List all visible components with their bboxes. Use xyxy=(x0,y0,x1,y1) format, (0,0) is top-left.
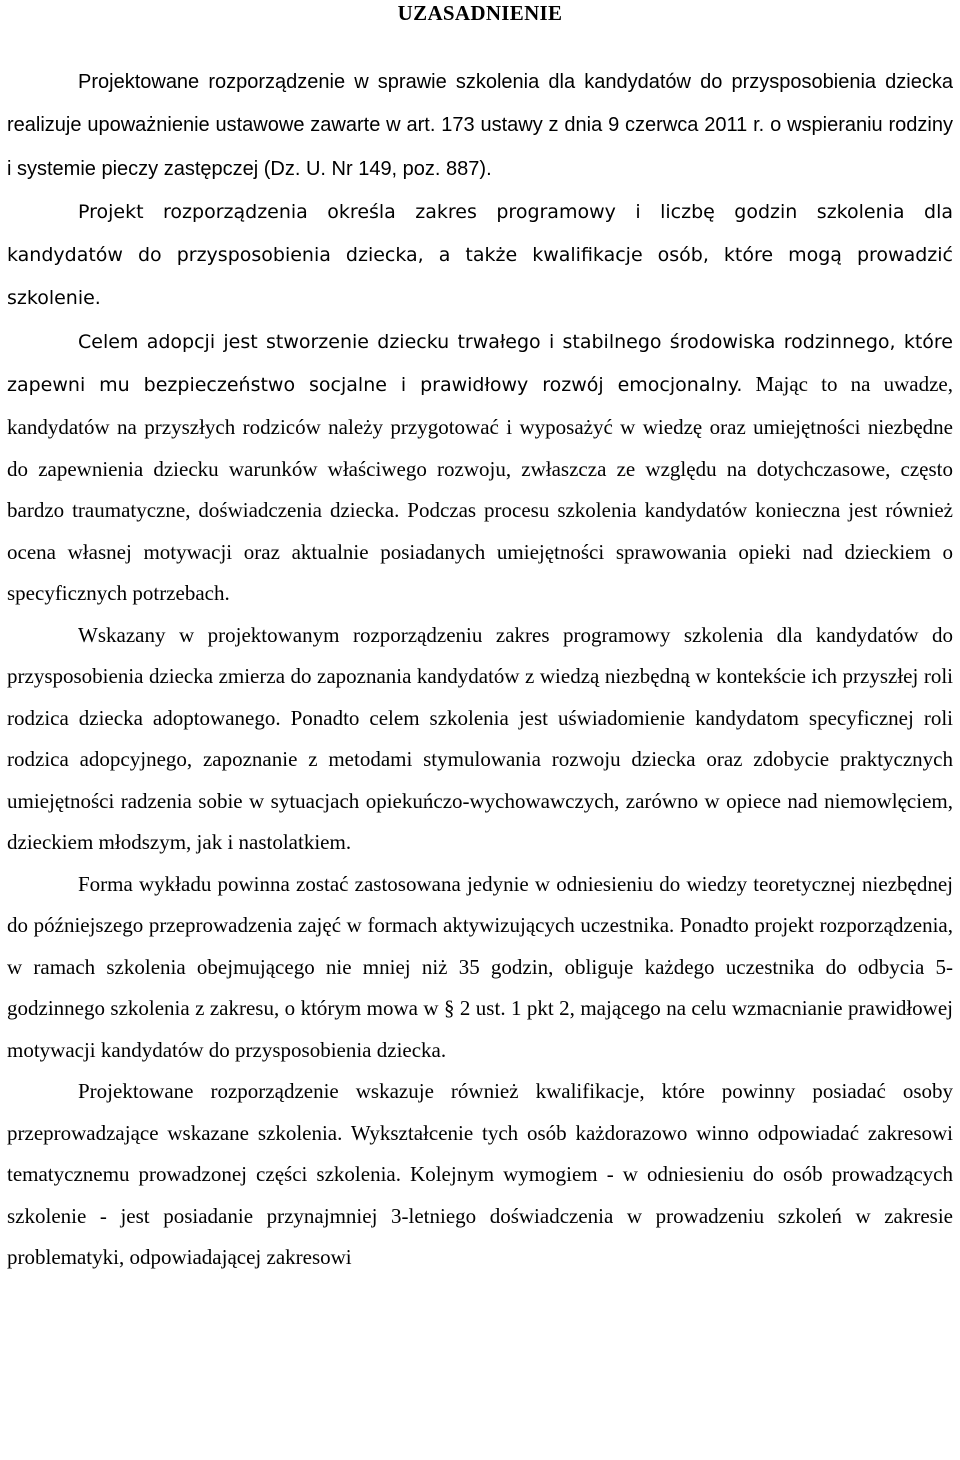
paragraph-program-scope: Wskazany w projektowanym rozporządzeniu zakres programowy szkolenia dla kandydatów do przysposobienia dziecka zmierza do zapoznania kandydatów z wiedzą niezbędną w kontekście ich przyszłej roli rodzica dziecka adoptowanego. Ponadto celem szkolenia jest uświadomienie kandydatom specyficznej roli rodzica adopcyjnego, zapoznanie z metodami stymulowania rozwoju dziecka oraz zdobycie praktycznych umiejętności radzenia sobie w sytuacjach opiekuńczo-wychowawczych, zarówno w opiece nad niemowlęciem, dzieckiem młodszym, jak i nastolatkiem. xyxy=(7,622,953,855)
paragraph-adoption-goal-rest: Mając to na uwadze, kandydatów na przyszłych rodziców należy przygotować i wyposażyć w wiedzę oraz umiejętności niezbędne do zapewnienia dziecku warunków właściwego rozwoju, zwłaszcza ze względu na dotychczasowe, często bardzo traumatyczne, doświadczenia dziecka. Podczas procesu szkolenia kandydatów konieczna jest również ocena własnej motywacji oraz aktualnie posiadanych umiejętności sprawowania opieki nad dzieckiem o specyficznych potrzebach. xyxy=(7,372,953,606)
document-title: UZASADNIENIE xyxy=(397,1,563,25)
paragraph-adoption-goal-lead: Celem adopcji jest stworzenie dziecku trwałego i stabilnego środowiska rodzinnego, które zapewni mu bezpieczeństwo socjalne i prawidłowy rozwój emocjonalny. xyxy=(7,330,953,397)
paragraph-legal-basis: Projektowane rozporządzenie w sprawie szkolenia dla kandydatów do przysposobienia dziecka realizuje upoważnienie ustawowe zawarte w art. 173 ustawy z dnia 9 czerwca 2011 r. o wspieraniu rodziny i systemie pieczy zastępczej (Dz. U. Nr 149, poz. 887). xyxy=(7,71,953,180)
paragraph-lecture-form: Forma wykładu powinna zostać zastosowana jedynie w odniesieniu do wiedzy teoretycznej niezbędnej do późniejszego przeprowadzenia zajęć w formach aktywizujących uczestnika. Ponadto projekt rozporządzenia, w ramach szkolenia obejmującego nie mniej niż 35 godzin, obliguje każdego uczestnika do odbycia 5-godzinnego szkolenia z zakresu, o którym mowa w § 2 ust. 1 pkt 2, mającego na celu wzmacnianie prawidłowej motywacji kandydatów do przysposobienia dziecka. xyxy=(7,871,953,1062)
document-page xyxy=(7,0,953,1279)
paragraph-adoption-goal xyxy=(7,321,953,615)
paragraph-scope: Projekt rozporządzenia określa zakres programowy i liczbę godzin szkolenia dla kandydatów do przysposobienia dziecka, a także kwalifikacje osób, które mogą prowadzić szkolenie. xyxy=(7,200,953,310)
paragraph-qualifications: Projektowane rozporządzenie wskazuje również kwalifikacje, które powinny posiadać osoby przeprowadzające wskazane szkolenia. Wykształcenie tych osób każdorazowo winno odpowiadać zakresowi tematycznemu prowadzonej części szkolenia. Kolejnym wymogiem - w odniesieniu do osób prowadzących szkolenie - jest posiadanie przynajmniej 3-letniego doświadczenia w prowadzeniu szkoleń w zakresie problematyki, odpowiadającej zakresowi xyxy=(7,1079,953,1270)
